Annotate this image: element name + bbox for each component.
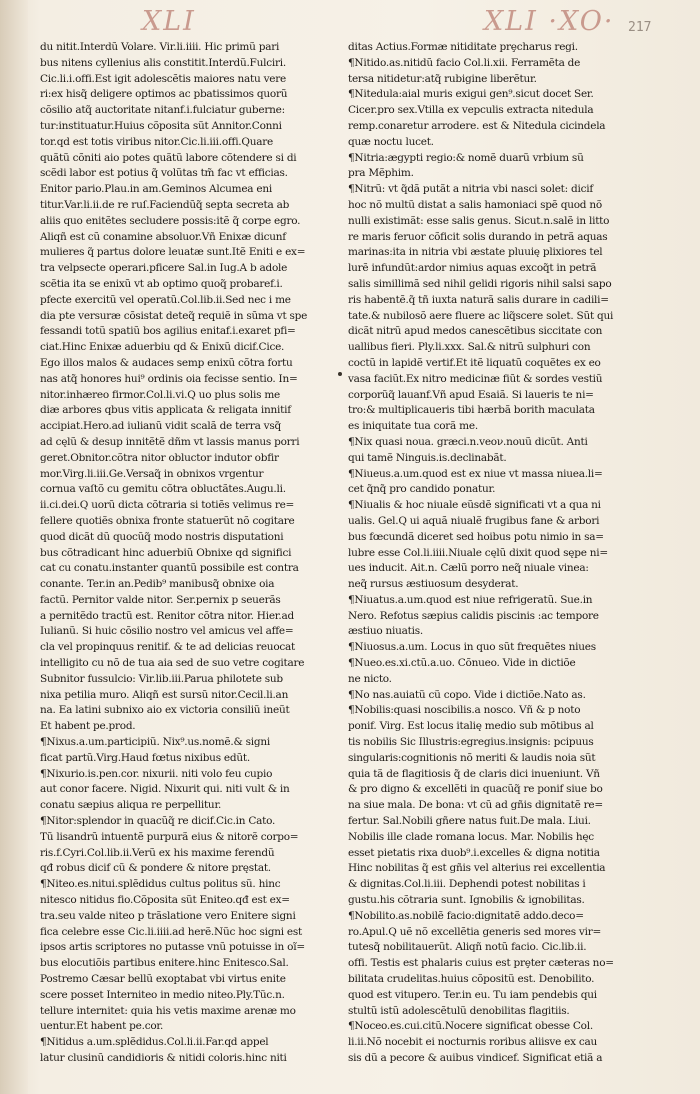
text-line: ¶No nas.auiatũ cũ copo. Vide i dictiõe.Nato as. (348, 688, 586, 701)
text-line: aut conor facere. Nigid. Nixurit qui. niti vult & in (40, 783, 290, 796)
text-line: accipiat.Hero.ad iulianũ vidit scalã de terra vsq̃ (40, 420, 281, 433)
text-line: ¶Nitedula:aial muris exigui gen⁹.sicut docet Ser. (348, 88, 594, 101)
text-line: ues inducit. Ait.n. Cælũ porro neq̃ niuale vinea: (348, 562, 589, 575)
text-line: na. Ea latini subnixo aio ex victoria consiliũ ineũt (40, 704, 290, 717)
text-line: cla vel propinquus renitif. & te ad delicias reuocat (40, 641, 296, 654)
text-line: coctũ in lapidẽ vertif.Et itẽ liquatũ coquẽtes ex eo (348, 356, 601, 369)
text-line: conatu sæpius aliqua re perpellitur. (40, 799, 222, 812)
page-gutter (0, 0, 28, 1094)
text-line: ficat partũ.Virg.Haud fœtus nixibus edũt. (40, 751, 250, 764)
text-line: ciat.Hinc Enixæ aduerbiu qd & Enixũ dicif.Cice. (40, 341, 285, 354)
text-line: a pernitẽdo tractũ est. Renitor cõtra nitor. Hier.ad (40, 609, 294, 622)
text-line: singularis:cognitionis nõ meriti & laudis noia sũt (348, 751, 596, 764)
text-line: bus elocutiõis partibus enitere.hinc Enitesco.Sal. (40, 957, 289, 970)
text-line: na siue mala. De bona: vt cũ ad gñis dignitatẽ re= (348, 799, 603, 812)
text-line: quæ noctu lucet. (348, 135, 434, 148)
text-line: quod dicãt dũ quocũq̃ modo nostris disputationi (40, 530, 284, 543)
text-line: Aliqñ est cũ conamine absoluor.Vñ Enixæ dicunf (40, 230, 286, 243)
folio-number: 217 (628, 20, 652, 35)
text-line: mor.Virg.li.iii.Ge.Versaq̃ in obnixos vrgentur (40, 467, 264, 480)
text-line: aliis quo enitẽtes secludere possis:itẽ q̃ corpe egro. (40, 214, 301, 227)
text-line: ¶Nobilis:quasi noscibilis.a nosco. Vñ & p noto (348, 704, 581, 717)
text-line: titur.Var.li.ii.de re ruſ.Faciendũq̃ septa secreta ab (40, 198, 290, 211)
text-line: nulli existimãt: esse salis genus. Sicut.n.salẽ in litto (348, 214, 610, 227)
text-line: tutesq̃ nobilitauerũt. Aliqñ notũ facio. Cic.lib.ii. (348, 941, 587, 954)
text-line: Ego illos malos & audaces semp enixũ cõtra fortu (40, 356, 293, 369)
text-line: ¶Niuatus.a.um.quod est niue refrigeratũ. Sue.in (348, 593, 593, 606)
text-line: dicãt nitrũ apud medos canescẽtibus siccitate con (348, 325, 603, 338)
text-line: stultũ istũ adolescẽtulũ denobilitas flagitiis. (348, 1004, 570, 1017)
text-line: sis dũ a pecore & auibus vindicef. Significat etiã a (348, 1052, 603, 1064)
text-line: quia tã de flagitiosis q̃ de claris dici inueniunt. Vñ (348, 767, 600, 780)
text-line: nitor.inhæreo firmor.Col.li.vi.Q uo plus solis me (40, 388, 280, 401)
text-line: ¶Niuosus.a.um. Locus in quo sũt frequẽtes niues (348, 641, 596, 654)
text-line: ¶Nitidus a.um.splẽdidus.Col.li.ii.Far.qd appel (40, 1036, 269, 1049)
text-line: mulieres q̃ partus dolore leuatæ sunt.Itẽ Eniti e ex= (40, 246, 306, 259)
text-line: & pro digno & excellẽti in quacũq̃ re ponif siue bo (348, 783, 603, 796)
text-line: li.ii.Nõ nocebit ei nocturnis roribus aliisve ex cau (348, 1036, 598, 1049)
text-line: factũ. Pernitor valde nitor. Ser.pernix p seuerãs (40, 593, 281, 606)
text-line: nixa petilia muro. Aliqñ est sursũ nitor.Cecil.li.an (40, 688, 289, 701)
text-line: æstiuo niuatis. (348, 625, 423, 638)
text-line: ris.f.Cyri.Col.lib.ii.Verũ ex his maxime ferendũ (40, 846, 275, 859)
text-line: gustu.his cõtraria sunt. Ignobilis & ignobilitas. (348, 894, 585, 907)
text-line: fessandi totũ spatiũ bos agilius enitaf.i.exaret pfi= (40, 325, 296, 338)
text-line: ¶Nobilito.as.nobilẽ facio:dignitatẽ addo.deco= (348, 909, 584, 922)
text-line: ¶Nixurio.is.pen.cor. nixurii. niti volo feu cupio (40, 767, 273, 780)
text-line: ¶Nitido.as.nitidũ facio Col.li.xii. Ferramẽta de (348, 56, 581, 69)
text-line: esset pietatis rixa duob⁹.i.excelles & digna notitia (348, 846, 600, 859)
text-line: es iniquitate tua corã me. (348, 420, 478, 433)
text-line: cõsilio atq̃ auctoritate nitanf.i.fulciatur guberne: (40, 104, 285, 117)
text-line: Nero. Refotus sæpius calidis piscinis :ac tempore (348, 609, 599, 622)
text-line: ¶Noceo.es.cui.citũ.Nocere significat obesse Col. (348, 1020, 593, 1033)
text-line: latur clusinũ candidioris & nitidi coloris.hinc niti (40, 1052, 287, 1064)
text-line: cat cu conatu.instanter quantũ possibile est contra (40, 562, 299, 575)
text-line: quãtũ cõniti aio potes quãtũ labore cõtendere si di (40, 151, 297, 164)
text-line: ro.Apul.Q uẽ nõ excellẽtia generis sed mores vir= (348, 925, 602, 938)
text-line: fica celebre esse Cic.li.iiii.ad herẽ.Nũc hoc signi est (40, 925, 302, 938)
text-line: Tũ lisandrũ intuentẽ purpurã eius & nitorẽ corpo= (40, 830, 299, 843)
text-line: ¶Nitrũ: vt q̃dã putãt a nitria vbi nasci solet: dicif (348, 183, 593, 196)
text-line: Cicer.pro sex.Vtilla ex vepculis extracta nitedula (348, 104, 594, 117)
text-line: quod est vitupero. Ter.in eu. Tu iam pendebis qui (348, 988, 597, 1001)
text-line: tra.seu valde niteo p trãslatione vero Enitere signi (40, 909, 296, 922)
text-line: corporũq̃ lauanf.Vñ apud Esaiã. Si laueris te ni= (348, 388, 594, 401)
text-line: ipsos artis scriptores no putasse vnũ potuisse in oĩ= (40, 941, 305, 954)
text-line: bus fœcundã diceret sed hoibus potu nimio in sa= (348, 530, 604, 543)
text-line: tra velpsecte operari.pficere Sal.in Iug.A b adole (40, 262, 288, 275)
text-line: tur:instituatur.Huius cõposita sũt Annitor.Conni (40, 119, 282, 132)
text-line: tate.& nubilosõ aere fluere ac liq̃scere solet. Sũt qui (348, 309, 614, 322)
text-line: & dignitas.Col.li.iii. Dephendi potest nobilitas i (348, 878, 586, 891)
text-line: diæ arbores qbus vitis applicata & religata innitif (40, 404, 291, 417)
text-line: bus nitens cyllenius alis constitit.Interdũ.Fulciri. (40, 56, 286, 69)
text-column-right (348, 40, 642, 1064)
text-line: re maris feruor cõficit solis durando in petrã aquas (348, 230, 608, 243)
text-line: neq̃ rursus æstiuosum desyderat. (348, 578, 519, 591)
text-line: ditas Actius.Formæ nitiditate prȩcharus regi. (348, 41, 578, 53)
text-line: scẽdi labor est potius q̃ volũtas tm̃ fac vt efficias. (40, 167, 288, 180)
text-line: fellere quotiẽs obnixa fronte statuerũt nõ cogitare (40, 514, 295, 527)
text-line: ualis. Gel.Q ui aquã niualẽ frugibus fane & arbori (348, 514, 600, 527)
text-line: fertur. Sal.Nobili gñere natus fuit.De mala. Liui. (348, 815, 591, 828)
text-line: qui tamẽ Ninguis.is.declinabãt. (348, 451, 507, 464)
text-line: conante. Ter.in an.Pedib⁹ manibusq̃ obnixe oia (40, 578, 275, 591)
ink-spot (338, 372, 342, 376)
text-line: Enitor pario.Plau.in am.Geminos Alcumea eni (40, 183, 272, 196)
text-line: uentur.Et habent pe.cor. (40, 1020, 164, 1033)
text-line: offi. Testis est phalaris cuius est prȩter cæteras no= (348, 957, 614, 970)
text-line: scere posset Interniteo in medio niteo.Ply.Tũc.n. (40, 988, 285, 1001)
text-line: ¶Nitor:splendor in quacũq̃ re dicif.Cic.in Cato. (40, 815, 276, 828)
text-line: cornua vaſtõ cu gemitu cõtra obluctãtes.Augu.li. (40, 483, 286, 496)
text-line: ¶Nix quasi noua. græci.n.veoν.nouũ dicũt. Anti (348, 435, 588, 448)
text-line: dia pte versuræ cõsistat deteq̃ requiẽ in sũma vt spe (40, 309, 308, 322)
text-line: lurẽ infundũt:ardor nimius aquas excoq̃t in petrã (348, 262, 597, 275)
text-line: cet q̃nq̃ pro candido ponatur. (348, 483, 496, 496)
text-line: ne nicto. (348, 672, 392, 685)
text-line: pra Mẽphim. (348, 167, 414, 180)
text-line: Nobilis ille clade romana locus. Mar. Nobilis hęc (348, 830, 594, 843)
text-line: ri:ex hisq̃ deligere optimos ac pbatissimos quorũ (40, 88, 288, 101)
text-line: ad cęlũ & desup innitẽtẽ dñm vt lassis manus porri (40, 435, 300, 448)
text-line: tellure internitet: quia his vetis maxime arenæ mo (40, 1004, 296, 1017)
text-line: intelligito cu nõ de tua aia sed de suo vetre cogitare (40, 657, 305, 670)
text-line: ¶Nueo.es.xi.ctũ.a.uo. Cõnueo. Vide in dictiõe (348, 657, 576, 670)
text-line: tis nobilis Sic Illustris:egregius.insignis: pcipuus (348, 736, 594, 749)
text-column-left (40, 40, 336, 1064)
text-line: ii.ci.dei.Q uorũ dicta cõtraria si totiẽs velimus re= (40, 499, 295, 512)
text-line: Et habent pe.prod. (40, 720, 136, 733)
text-line: ¶Niteo.es.nitui.splẽdidus cultus politus sũ. hinc (40, 878, 281, 891)
folio-annotation-right: XLI ·XO· (484, 6, 615, 37)
text-line: bus cõtradicant hinc aduerbiũ Obnixe qd significi (40, 546, 292, 559)
text-line: geret.Obnitor.cõtra nitor obluctor indutor obfir (40, 451, 279, 464)
text-line: ris habentẽ.q̃ tñ iuxta naturã salis durare in cadili= (348, 293, 609, 306)
text-line: ¶Niualis & hoc niuale eũsdẽ significati vt a qua ni (348, 499, 601, 512)
folio-annotation-left: XLI (142, 6, 196, 37)
text-line: ¶Niueus.a.um.quod est ex niue vt massa niuea.li= (348, 467, 603, 480)
text-line: tor.qd est totis viribus nitor.Cic.li.iii.offi.Quare (40, 135, 274, 148)
text-line: Iulianũ. Si huic cõsilio nostro vel amicus vel affe= (40, 625, 294, 638)
text-line: Cic.li.i.offi.Est igit adolescẽtis maiores natu vere (40, 72, 286, 85)
text-line: vasa faciũt.Ex nitro medicinæ fiũt & sordes vestiũ (348, 372, 603, 385)
text-line: marinas:ita in nitria vbi æstate pluuię plixiores tel (348, 246, 603, 259)
text-line: scẽtia ita se enixũ vt ab optimo quoq̃ probaref.i. (40, 277, 283, 290)
text-line: ¶Nitria:ægypti regio:& nomẽ duarũ vrbium sũ (348, 151, 584, 164)
text-line: nitesco nitidus fio.Cõposita sũt Eniteo.qđ est ex= (40, 894, 290, 907)
text-line: bilitata crudelitas.huius cõpositũ est. Denobilito. (348, 973, 595, 986)
text-line: Postremo Cæsar bellũ exoptabat vbi virtus enite (40, 973, 286, 986)
text-line: ¶Nixus.a.um.participiũ. Nix⁹.us.nomẽ.& signi (40, 736, 270, 749)
text-line: salis simillimã sed nihil gelidi rigoris nihil salsi sapo (348, 277, 612, 290)
text-line: nas atq̃ honores hui⁹ ordinis oia fecisse sentio. In= (40, 372, 298, 385)
text-line: uallibus fieri. Ply.li.xxx. Sal.& nitrũ sulphuri con (348, 341, 591, 354)
text-line: ponif. Virg. Est locus italię medio sub mõtibus al (348, 720, 594, 733)
text-line: Subnitor fussulcio: Vir.lib.iii.Parua philotete sub (40, 672, 283, 685)
text-line: du nitit.Interdũ Volare. Vir.li.iiii. Hic primũ pari (40, 41, 280, 53)
text-line: hoc nõ multũ distat a salis hamoniaci spẽ quod nõ (348, 198, 602, 211)
text-line: remp.conaretur arrodere. est & Nitedula cicindela (348, 119, 606, 132)
text-line: tro:& multiplicaueris tibi hærbã borith maculata (348, 404, 595, 417)
text-line: pfecte exercitũ vel operatũ.Col.lib.ii.Sed nec i me (40, 293, 291, 306)
text-line: lubre esse Col.li.iiii.Niuale cęlũ dixit quod sępe ni= (348, 546, 608, 559)
text-line: qđ robus dicif cũ & pondere & nitore pręstat. (40, 862, 271, 875)
text-line: tersa nitidetur:atq̃ rubigine liberẽtur. (348, 72, 537, 85)
text-line: Hinc nobilitas q̃ est gñis vel alterius rei excellentia (348, 862, 606, 875)
